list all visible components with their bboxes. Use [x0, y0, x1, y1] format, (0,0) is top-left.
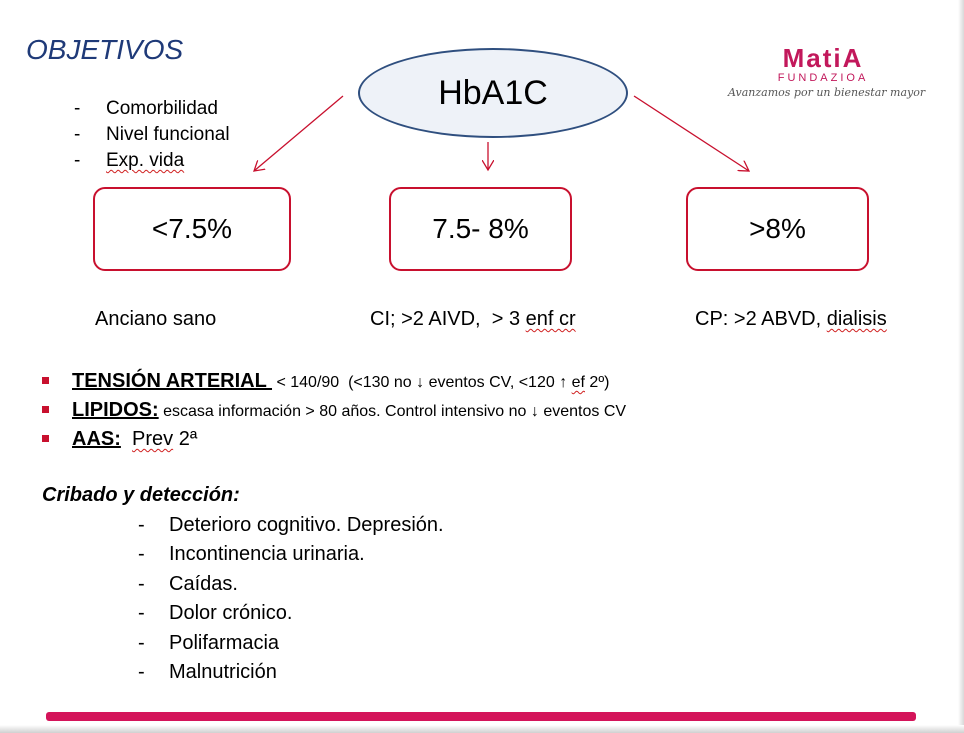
bullet-marker	[42, 435, 49, 442]
dash-marker: -	[138, 543, 145, 566]
dash-marker: -	[74, 98, 81, 119]
screening-list	[138, 511, 444, 687]
target-label-high: CP: >2 ABVD, dialisis	[695, 308, 887, 330]
bullet-marker	[42, 377, 49, 384]
logo-wordmark: MatiA	[782, 43, 864, 73]
dash-marker: -	[138, 660, 145, 683]
hba1c-label: HbA1C	[438, 73, 548, 112]
logo-subtitle: FUNDAZIOA	[777, 72, 869, 84]
dash-marker: -	[74, 150, 81, 171]
list-item: - Malnutrición	[138, 658, 444, 687]
list-item: - Nivel funcional	[74, 122, 230, 148]
list-item: LIPIDOS: escasa información > 80 años. Control intensivo no ↓ eventos CV	[40, 396, 626, 425]
target-box-mid: 7.5- 8%	[389, 187, 572, 271]
recommendations-list	[40, 367, 626, 454]
list-item: - Dolor crónico.	[138, 599, 444, 628]
dash-marker: -	[138, 602, 145, 625]
slide-shadow-bottom	[0, 725, 964, 733]
hba1c-node	[358, 48, 628, 138]
list-item: - Polifarmacia	[138, 629, 444, 658]
logo-tagline: Avanzamos por un bienestar mayor	[728, 86, 926, 99]
dash-marker: -	[138, 631, 145, 654]
list-item: TENSIÓN ARTERIAL < 140/90 (<130 no ↓ eventos CV, <120 ↑ ef 2º)	[40, 367, 626, 396]
list-item: - Deterioro cognitivo. Depresión.	[138, 511, 444, 540]
section-heading: Cribado y detección:	[42, 484, 240, 506]
bullet-marker	[42, 406, 49, 413]
target-box-high: >8%	[686, 187, 869, 271]
dash-marker: -	[138, 572, 145, 595]
arrow-left	[254, 96, 343, 171]
target-label-mid: CI; >2 AIVD, > 3 enf cr	[370, 308, 576, 330]
list-item: - Comorbilidad	[74, 96, 230, 122]
list-item: - Incontinencia urinaria.	[138, 540, 444, 569]
slide-title: OBJETIVOS	[26, 34, 184, 65]
slide-shadow-right	[958, 0, 964, 733]
list-item: - Caídas.	[138, 570, 444, 599]
footer-accent-bar	[46, 712, 916, 721]
list-item: AAS: Prev 2ª	[40, 425, 626, 454]
target-box-low: <7.5%	[93, 187, 291, 271]
dash-marker: -	[138, 514, 145, 536]
target-label-low: Anciano sano	[95, 308, 217, 330]
arrow-right	[634, 96, 749, 171]
list-item: - Exp. vida	[74, 148, 230, 174]
dash-marker: -	[74, 124, 81, 145]
